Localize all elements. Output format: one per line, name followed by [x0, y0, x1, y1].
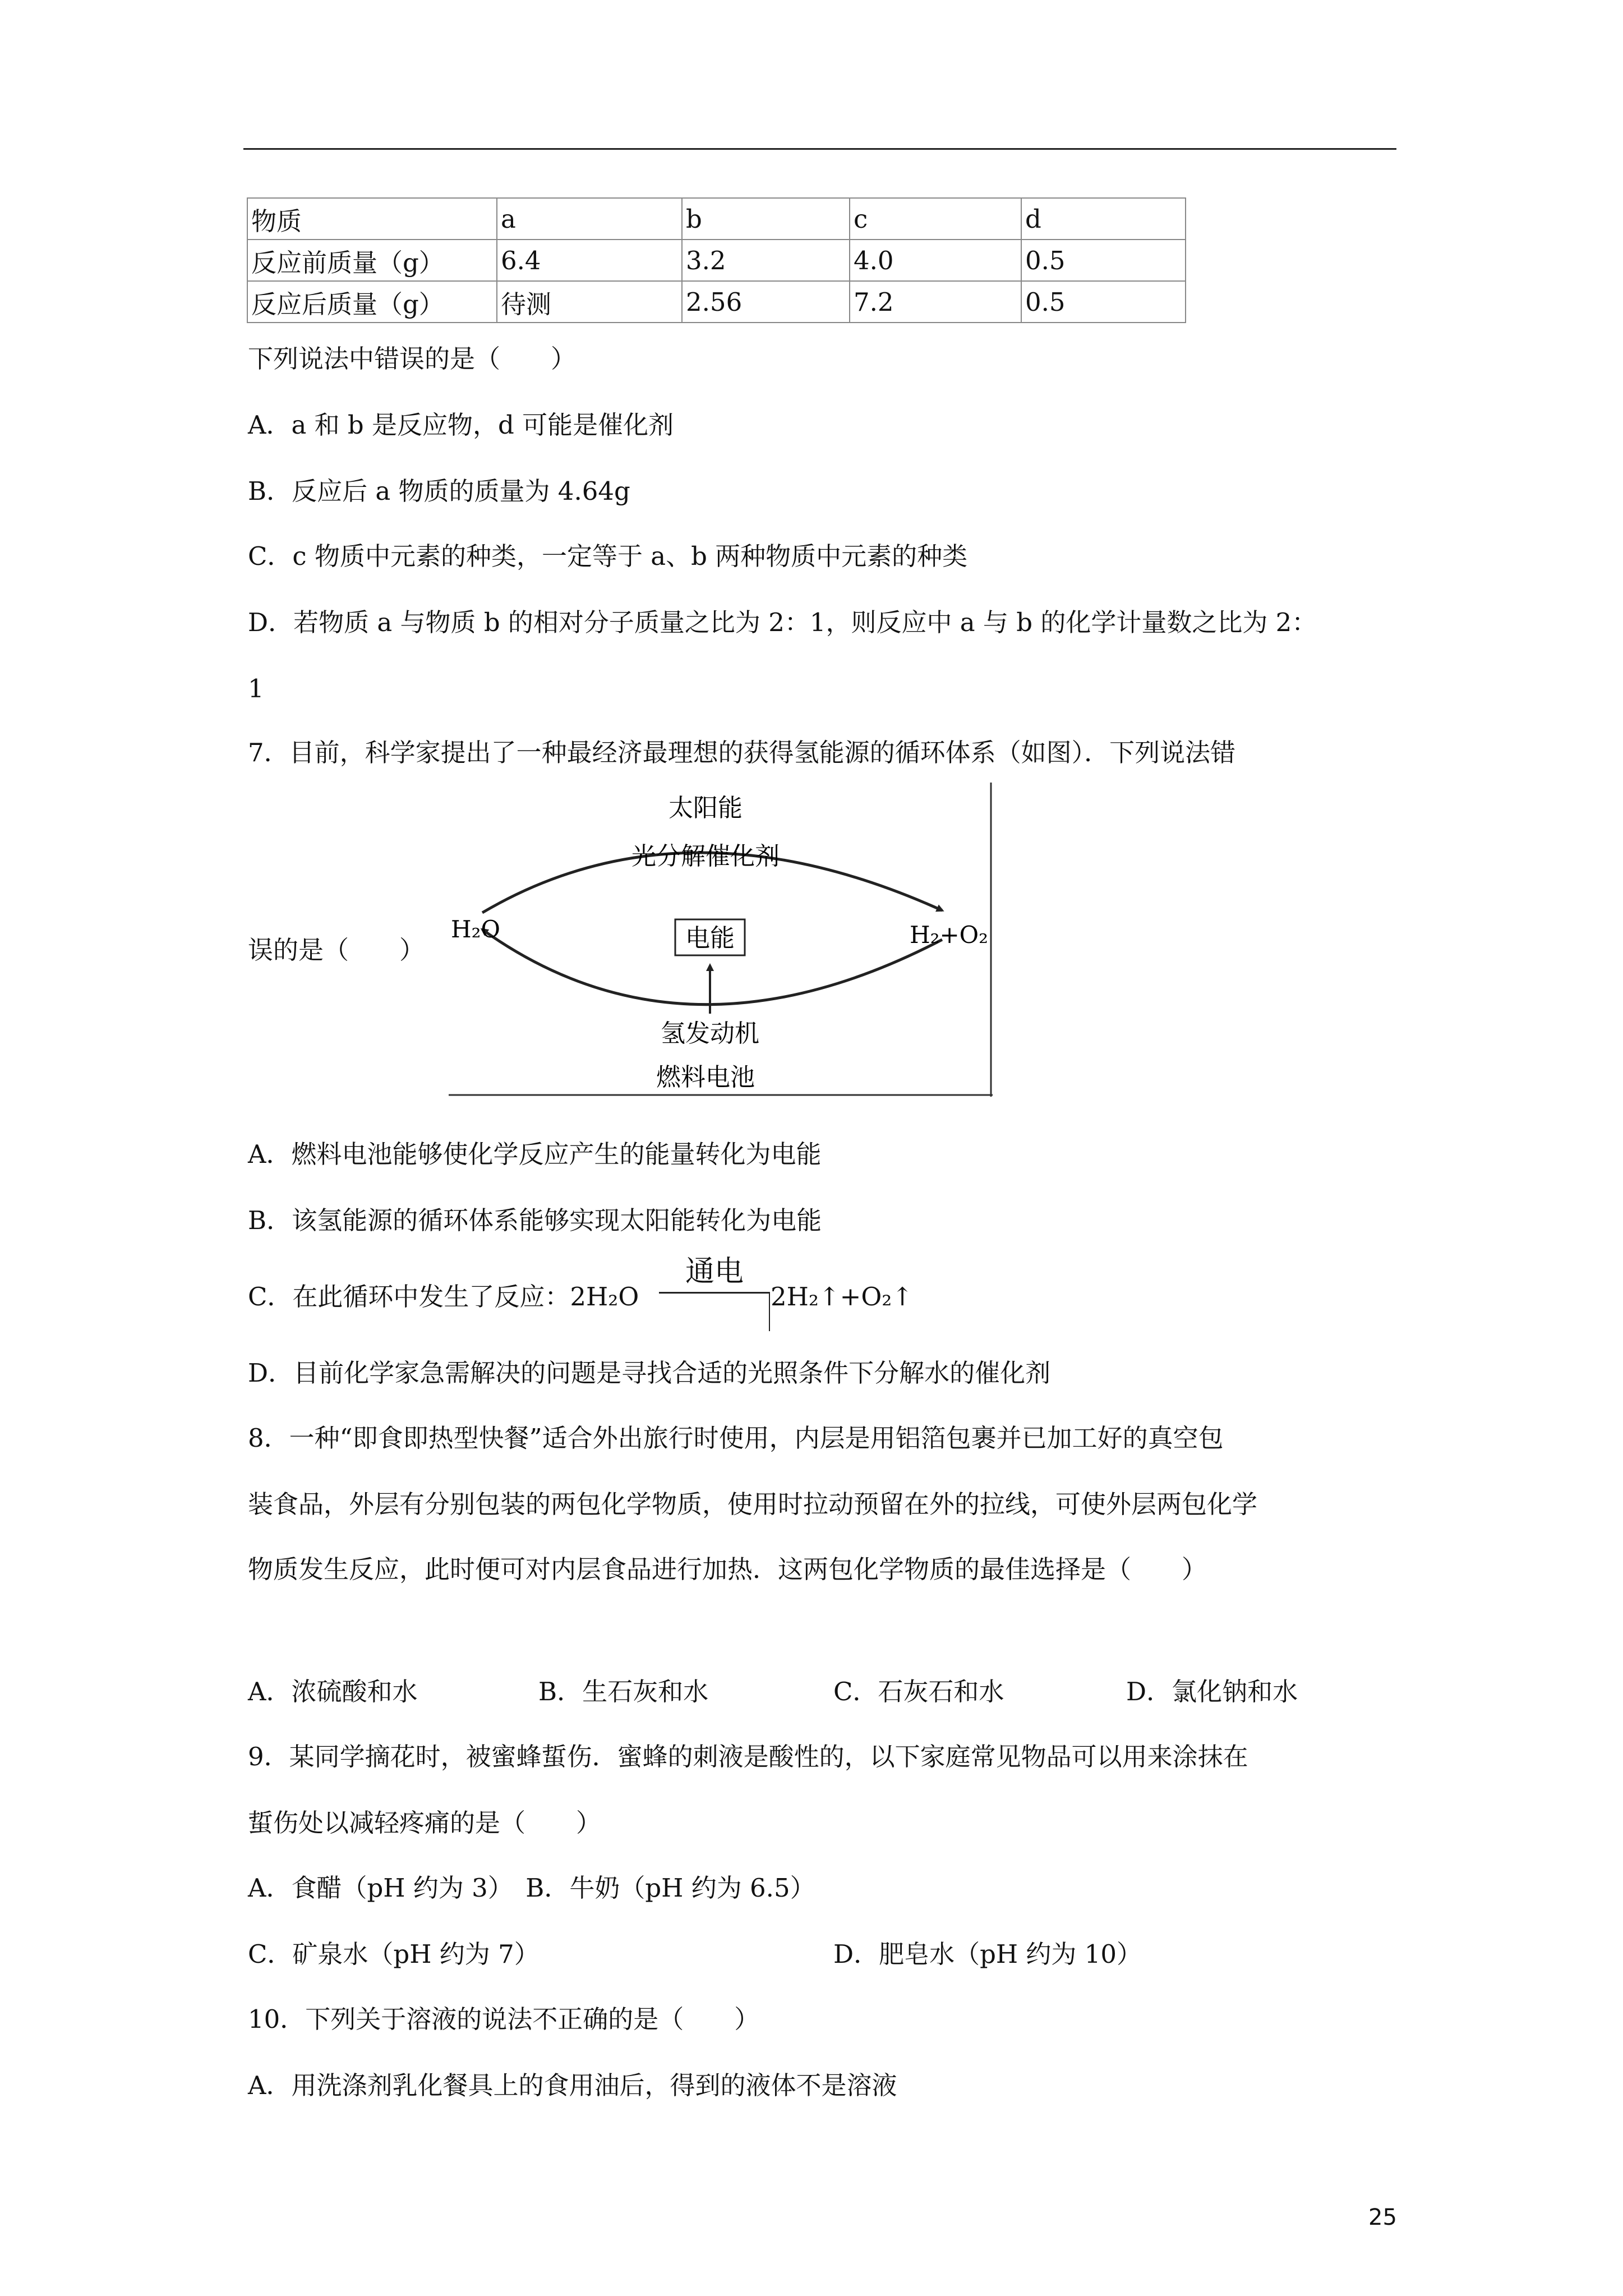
- table-cell: 7.2: [850, 281, 1021, 323]
- condition-divider: [769, 1293, 770, 1331]
- table-cell: 4.0: [850, 240, 1021, 281]
- table-cell: 0.5: [1021, 240, 1186, 281]
- q8-option-a: A．浓硫酸和水: [248, 1677, 418, 1706]
- table-cell: 反应后质量（g）: [247, 281, 497, 323]
- q7-option-d: D．目前化学家急需解决的问题是寻找合适的光照条件下分解水的催化剂: [248, 1358, 1051, 1388]
- table-cell: a: [497, 198, 682, 240]
- q6-prompt: 下列说法中错误的是（ ）: [248, 344, 577, 374]
- q9-stem-line2: 蜇伤处以减轻疼痛的是（ ）: [248, 1808, 602, 1838]
- q6-option-c: C．c 物质中元素的种类，一定等于 a、b 两种物质中元素的种类: [248, 541, 968, 571]
- q6-option-d-line1: D．若物质 a 与物质 b 的相对分子质量之比为 2：1，则反应中 a 与 b 的化学计量数之比为 2：: [248, 608, 1317, 637]
- water-label: H₂O: [451, 915, 500, 943]
- q8-stem-line1: 8．一种“即食即热型快餐”适合外出旅行时使用，内层是用铝箔包裹并已加工好的真空包: [248, 1423, 1224, 1453]
- table-cell: 物质: [247, 198, 497, 240]
- reaction-condition-box: [659, 1253, 770, 1332]
- electric-energy-label: 电能: [685, 924, 735, 953]
- table-row: [247, 240, 1186, 281]
- q6-option-a: A．a 和 b 是反应物，d 可能是催化剂: [248, 410, 674, 440]
- solar-energy-label: 太阳能: [668, 794, 743, 822]
- header-rule: [243, 148, 1396, 150]
- table-row: [247, 281, 1186, 323]
- q9-option-c: C．矿泉水（pH 约为 7）: [248, 1939, 540, 1969]
- table-cell: 3.2: [682, 240, 850, 281]
- q7-option-c-prefix: C．在此循环中发生了反应：2H₂O: [248, 1282, 639, 1312]
- reaction-condition: 通电: [659, 1253, 770, 1294]
- q7-option-c-suffix: 2H₂↑+O₂↑: [771, 1282, 913, 1312]
- table-cell: 6.4: [497, 240, 682, 281]
- products-label: H₂+O₂: [910, 921, 988, 949]
- table-cell: c: [850, 198, 1021, 240]
- table-header-row: [247, 198, 1186, 240]
- q9-options-ab: A．食醋（pH 约为 3） B．牛奶（pH 约为 6.5）: [248, 1873, 815, 1903]
- engine-label: 氢发动机: [661, 1019, 759, 1048]
- q8-stem-line2: 装食品，外层有分别包装的两包化学物质，使用时拉动预留在外的拉线，可使外层两包化学: [248, 1489, 1258, 1519]
- table-cell: 0.5: [1021, 281, 1186, 323]
- q7-stem-line2: 误的是（ ）: [248, 935, 425, 965]
- q6-option-d-line2: 1: [248, 674, 264, 703]
- q8-option-c: C．石灰石和水: [833, 1677, 1004, 1706]
- q6-option-b: B．反应后 a 物质的质量为 4.64g: [248, 476, 630, 506]
- hydrogen-cycle-diagram: [449, 783, 994, 1097]
- q10-option-a: A．用洗涤剂乳化餐具上的食用油后，得到的液体不是溶液: [248, 2070, 897, 2100]
- fuel-cell-label: 燃料电池: [656, 1063, 755, 1092]
- catalyst-label: 光分解催化剂: [631, 842, 780, 871]
- q7-option-b: B．该氢能源的循环体系能够实现太阳能转化为电能: [248, 1205, 822, 1235]
- q9-option-d: D．肥皂水（pH 约为 10）: [833, 1939, 1142, 1969]
- table-cell: 2.56: [682, 281, 850, 323]
- q10-stem: 10．下列关于溶液的说法不正确的是（ ）: [248, 2004, 760, 2034]
- q8-option-b: B．生石灰和水: [538, 1677, 709, 1706]
- table-cell: b: [682, 198, 850, 240]
- mass-table: [247, 197, 1186, 323]
- table-cell: 待测: [497, 281, 682, 323]
- table-cell: 反应前质量（g）: [247, 240, 497, 281]
- q7-option-a: A．燃料电池能够使化学反应产生的能量转化为电能: [248, 1139, 822, 1169]
- q8-stem-line3: 物质发生反应，此时便可对内层食品进行加热．这两包化学物质的最佳选择是（ ）: [248, 1554, 1207, 1584]
- q8-option-d: D．氯化钠和水: [1126, 1677, 1298, 1706]
- page-number: 25: [1368, 2205, 1397, 2230]
- q7-stem-line1: 7．目前，科学家提出了一种最经济最理想的获得氢能源的循环体系（如图）．下列说法错: [248, 738, 1236, 767]
- q9-stem-line1: 9．某同学摘花时，被蜜蜂蜇伤．蜜蜂的刺液是酸性的，以下家庭常见物品可以用来涂抹在: [248, 1742, 1248, 1772]
- table-cell: d: [1021, 198, 1186, 240]
